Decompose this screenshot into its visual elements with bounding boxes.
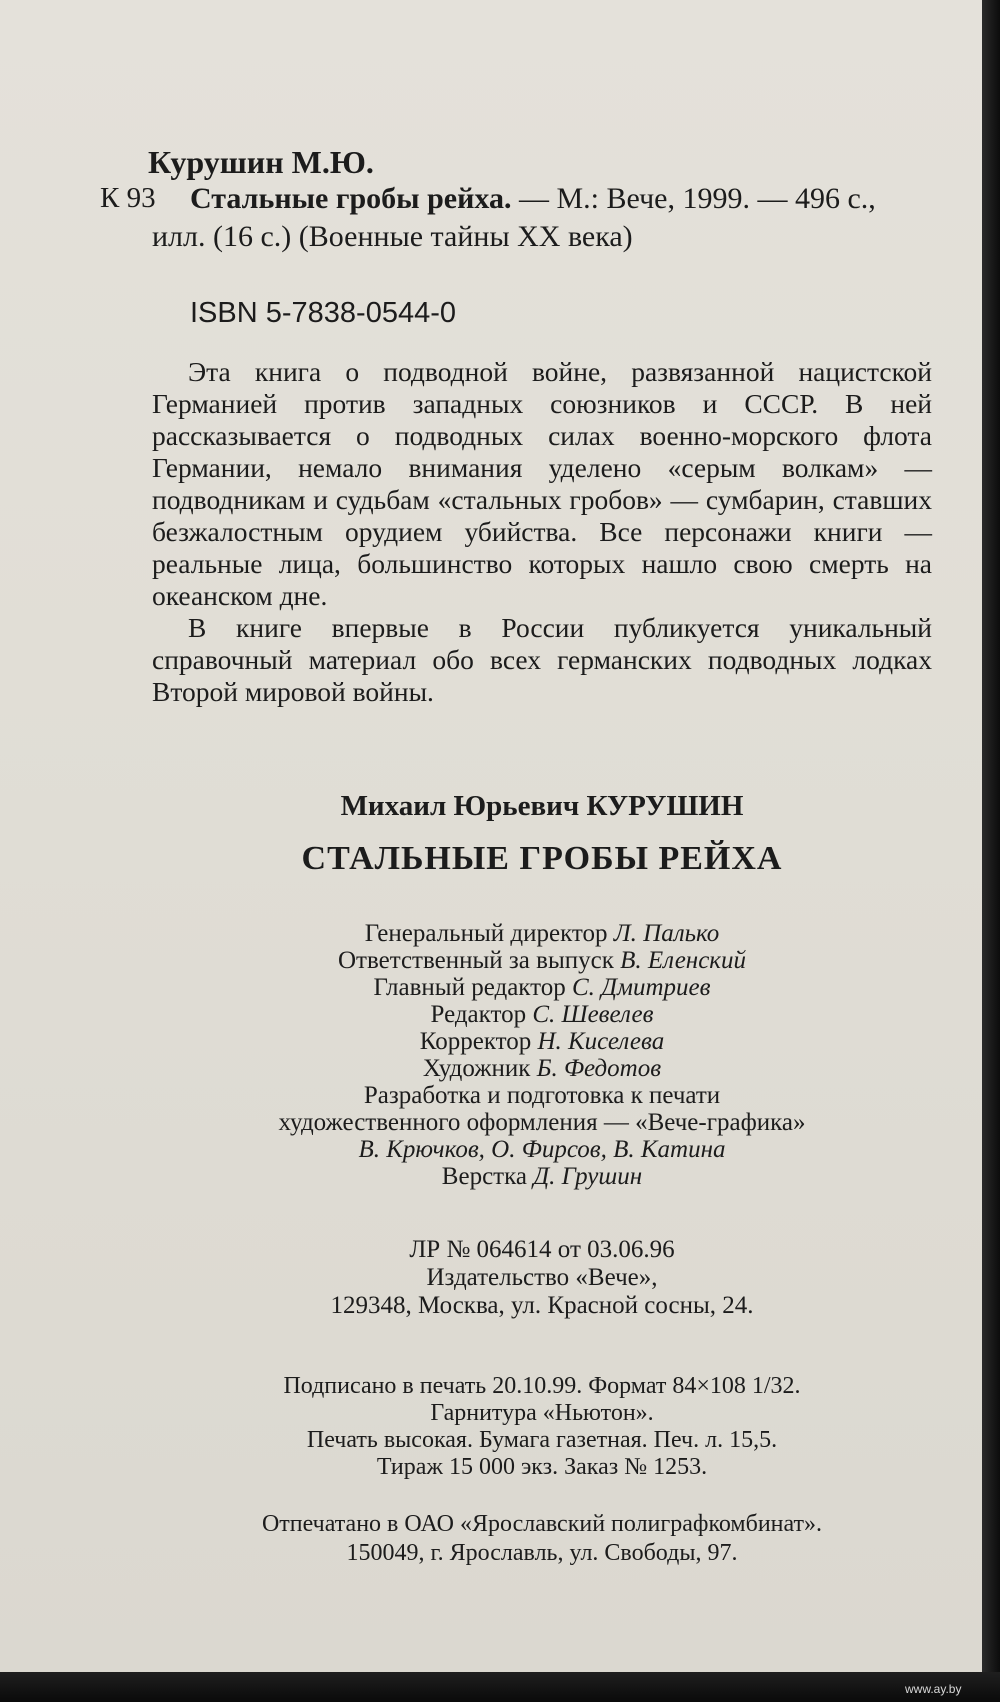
print-info [152, 1373, 932, 1481]
print-line: Тираж 15 000 экз. Заказ № 1253. [376, 1454, 708, 1480]
isbn: ISBN 5-7838-0544-0 [190, 297, 456, 329]
credit-line: Художник Б. Федотов [422, 1055, 662, 1082]
credit-line: Верстка Д. Грушин [441, 1163, 643, 1190]
abstract [152, 356, 932, 708]
printer-info [152, 1510, 932, 1568]
credit-line: Корректор Н. Киселева [419, 1028, 665, 1055]
credit-line: художественного оформления — «Вече-графика» [278, 1109, 806, 1136]
catalog-series-line: илл. (16 с.) (Военные тайны XX века) [152, 220, 633, 253]
catalog-title: Стальные гробы рейха. [190, 182, 512, 215]
catalog-code: К 93 [100, 182, 156, 214]
catalog-author: Курушин М.Ю. [148, 144, 374, 180]
printer-line: Отпечатано в ОАО «Ярославский полиграфкомбинат». [261, 1511, 823, 1537]
credit-line: В. Крючков, О. Фирсов, В. Катина [358, 1136, 726, 1163]
credits [152, 920, 932, 1190]
watermark: www.ay.by [905, 1682, 962, 1696]
author-full-name: Михаил Юрьевич КУРУШИН [340, 790, 744, 822]
book-bottom-edge [0, 1672, 1000, 1702]
publisher-name: Издательство «Вече», [426, 1264, 658, 1291]
abstract-paragraph-2: В книге впервые в России публикуется уникальный справочный материал обо всех германских подводных лодках Второй мировой войны. [152, 612, 932, 707]
license-number: ЛР № 064614 от 03.06.96 [409, 1236, 675, 1263]
credit-line: Редактор С. Шевелев [430, 1001, 654, 1028]
book-title: СТАЛЬНЫЕ ГРОБЫ РЕЙХА [301, 840, 783, 877]
print-line: Печать высокая. Бумага газетная. Печ. л. 15,5. [306, 1427, 778, 1453]
book-spine-edge [982, 0, 1000, 1702]
print-line: Подписано в печать 20.10.99. Формат 84×108 1/32. [283, 1373, 801, 1399]
catalog-imprint: — М.: Вече, 1999. — 496 с., [518, 182, 876, 215]
credit-line: Разработка и подготовка к печати [363, 1082, 721, 1109]
credit-line: Главный редактор С. Дмитриев [373, 974, 711, 1001]
printer-line: 150049, г. Ярославль, ул. Свободы, 97. [346, 1540, 738, 1566]
credit-line: Ответственный за выпуск В. Еленский [338, 947, 746, 974]
abstract-paragraph-1: Эта книга о подводной войне, развязанной нацистской Германией против западных союзников и СССР. В ней рассказывается о подводных силах военно-морского флота Германии, немало внимания уделено «серым волкам» — подводникам и судьбам «стальных гробов» — сумбарин, ставших безжалостным орудием убийства. Все персонажи книги — реальные лица, большинство которых нашло свою смерть на океанском дне. [152, 356, 932, 611]
credit-line: Генеральный директор Л. Палько [364, 920, 720, 947]
catalog-bibliographic-line [190, 182, 876, 216]
print-line: Гарнитура «Ньютон». [430, 1400, 654, 1426]
publisher-address: 129348, Москва, ул. Красной сосны, 24. [330, 1292, 754, 1319]
publisher-info [152, 1236, 932, 1320]
